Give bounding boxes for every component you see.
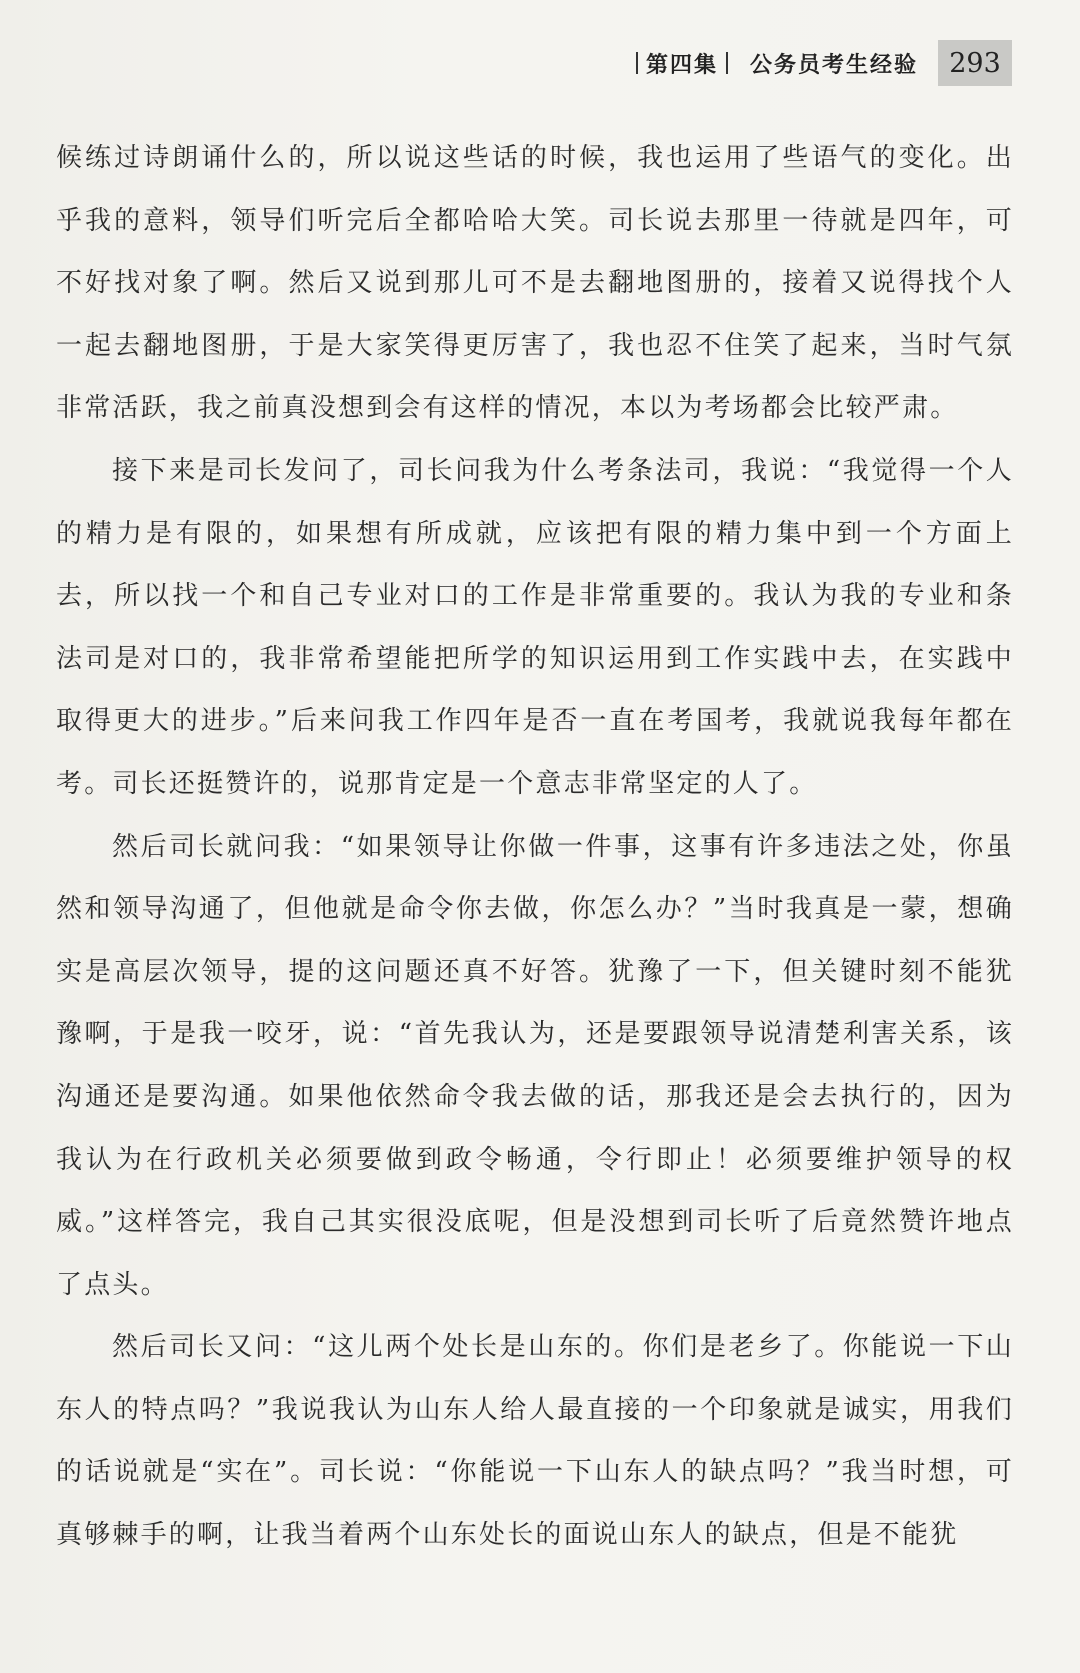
running-header — [628, 38, 1012, 88]
section-label: 第四集 — [645, 52, 718, 78]
paragraph: 接下来是司长发问了，司长问我为什么考条法司，我说：“我觉得一个人的精力是有限的，如果想有所成就，应该把有限的精力集中到一个方面上去，所以找一个和自己专业对口的工作是非常重要的。我认为我的专业和条法司是对口的，我非常希望能把所学的知识运用到工作实践中去，在实践中取得更大的进步。”后来问我工作四年是否一直在考国考，我就说我每年都在考。司长还挺赞许的，说那肯定是一个意志非常坚定的人了。 — [56, 455, 1014, 799]
paragraph: 然后司长就问我：“如果领导让你做一件事，这事有许多违法之处，你虽然和领导沟通了，但他就是命令你去做，你怎么办？”当时我真是一蒙，想确实是高层次领导，提的这问题还真不好答。犹豫了一下，但关键时刻不能犹豫啊，于是我一咬牙，说：“首先我认为，还是要跟领导说清楚利害关系，该沟通还是要沟通。如果他依然命令我去做的话，那我还是会去执行的，因为我认为在行政机关必须要做到政令畅通，令行即止！必须要维护领导的权威。”这样答完，我自己其实很没底呢，但是没想到司长听了后竟然赞许地点了点头。 — [56, 831, 1014, 1300]
header-separator-left — [636, 52, 638, 74]
header-separator-right — [726, 52, 728, 74]
paragraph: 然后司长又问：“这儿两个处长是山东的。你们是老乡了。你能说一下山东人的特点吗？”我说我认为山东人给人最直接的一个印象就是诚实，用我们的话说就是“实在”。司长说：“你能说一下山东人的缺点吗？”我当时想，可真够棘手的啊，让我当着两个山东处长的面说山东人的缺点，但是不能犹 — [56, 1332, 1014, 1551]
chapter-title: 公务员考生经验 — [749, 52, 918, 78]
paragraph-continued: 候练过诗朗诵什么的，所以说这些话的时候，我也运用了些语气的变化。出乎我的意料，领导们听完后全都哈哈大笑。司长说去那里一待就是四年，可不好找对象了啊。然后又说到那儿可不是去翻地图册的，接着又说得找个人一起去翻地图册，于是大家笑得更厉害了，我也忍不住笑了起来，当时气氛非常活跃，我之前真没想到会有这样的情况，本以为考场都会比较严肃。 — [56, 143, 1014, 424]
body-text — [56, 127, 1014, 1567]
page-number: 293 — [938, 40, 1012, 86]
